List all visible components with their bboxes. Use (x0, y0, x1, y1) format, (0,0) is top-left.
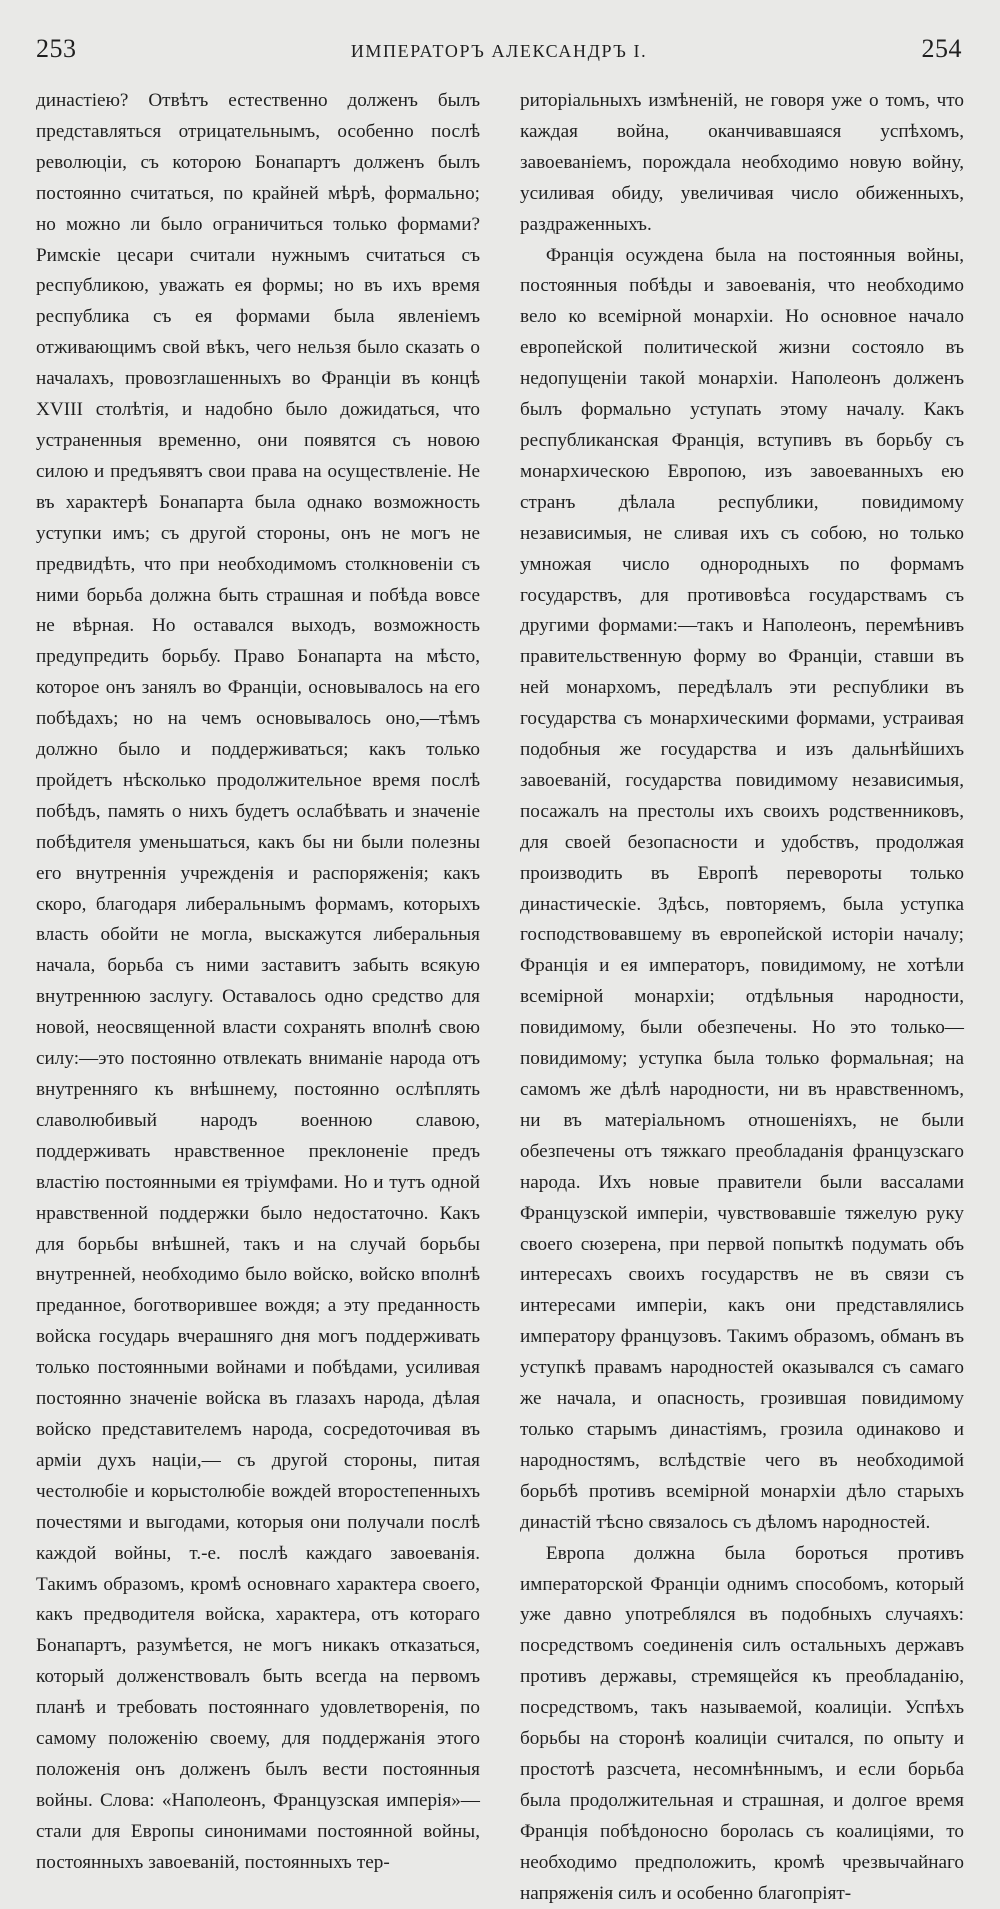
right-column-paragraph-2: Франція осуждена была на постоянныя войны, постоянныя побѣды и завоеванія, что необходимо вело ко всемірной монархіи. Но основное начало европейской политической жизни состояло въ недопущеніи такой монархіи. Наполеонъ долженъ былъ формально уступать этому началу. Какъ республиканская Франція, вступивъ въ борьбу съ монархическою Европою, изъ завоеванныхъ ею странъ дѣлала республики, повидимому независимыя, не сливая ихъ съ собою, но только умножая число однородныхъ по формамъ государствъ, для противовѣса государствамъ съ другими формами:—такъ и Наполеонъ, перемѣнивъ правительственную форму во Франціи, ставши въ ней монархомъ, передѣлалъ эти республики въ государства съ монархическими формами, устраивая подобныя же государства и изъ дальнѣйшихъ завоеваній, государства повидимому независимыя, посажалъ на престолы ихъ своихъ родственниковъ, для своей безопасности и удобствъ, продолжая производить въ Европѣ перевороты только династическіе. Здѣсь, повторяемъ, была уступка господствовавшему въ европейской исторіи началу; Франція и ея императоръ, повидимому, не хотѣли всемірной монархіи; отдѣльныя народности, повидимому, были обезпечены. Но это только—повидимому; уступка была только формальная; на самомъ же дѣлѣ народности, ни въ нравственномъ, ни въ матеріальномъ отношеніяхъ, не были обезпечены отъ тяжкаго преобладанія французскаго народа. Ихъ новые правители были вассалами Французской имперіи, чувствовавшіе тяжелую руку своего сюзерена, при первой попыткѣ подумать объ интересахъ своихъ государствъ не въ связи съ интересами имперіи, какъ они представлялись императору французовъ. Такимъ образомъ, обманъ въ уступкѣ правамъ народностей оказывался съ самаго же начала, и опасность, грозившая повидимому только старымъ династіямъ, грозила одинаково и народностямъ, вслѣдствіе чего въ необходимой борьбѣ противъ всемірной монархіи дѣло старыхъ династій тѣсно связалось съ дѣломъ народностей. (520, 244, 964, 1533)
left-column (36, 86, 480, 1909)
page-number-right: 254 (921, 34, 962, 63)
left-column-paragraph-1: династіею? Отвѣтъ естественно долженъ былъ представляться отрицательнымъ, особенно послѣ революціи, съ которою Бонапартъ долженъ былъ постоянно считаться, по крайней мѣрѣ, формально; но можно ли было ограничиться только формами? Римскіе цесари считали нужнымъ считаться съ республикою, уважать ея формы; но въ ихъ время республика съ ея формами была явленіемъ отживающимъ свой вѣкъ, чего нельзя было сказать о началахъ, провозглашенныхъ во Франціи въ концѣ XVIII столѣтія, и надобно было дожидаться, что устраненныя временно, они появятся съ новою силою и предъявятъ свои права на осуществленіе. Не въ характерѣ Бонапарта была однако возможность уступки имъ; съ другой стороны, онъ не могъ не предвидѣть, что при необходимомъ столкновеніи съ ними борьба должна быть страшная и побѣда вовсе не вѣрная. Но оставался выходъ, возможность предупредить борьбу. Право Бонапарта на мѣсто, которое онъ занялъ во Франціи, основывалось на его побѣдахъ; но на чемъ основывалось оно,—тѣмъ должно было и поддерживаться; какъ только пройдетъ нѣсколько продолжительное время послѣ побѣдъ, память о нихъ будетъ ослабѣвать и значеніе побѣдителя уменьшаться, какъ бы ни были полезны его внутреннія учрежденія и распоряженія; какъ скоро, благодаря либеральнымъ формамъ, которыхъ власть обойти не могла, выскажутся либеральныя начала, борьба съ ними заставитъ забыть всякую внутреннюю заслугу. Оставалось одно средство для новой, неосвященной власти сохранять вполнѣ свою силу:—это постоянно отвлекать вниманіе народа отъ внутренняго къ внѣшнему, постоянно ослѣплять славолюбивый народъ военною славою, поддерживать нравственное преклоненіе предъ властію постоянными ея тріумфами. Но и тутъ одной нравственной поддержки было недостаточно. Какъ для борьбы внѣшней, такъ и на случай борьбы внутренней, необходимо было войско, войско вполнѣ преданное, боготворившее вождя; а эту преданность войска государь вчерашняго дня могъ поддерживать только постоянными войнами и побѣдами, усиливая постоянно значеніе войска въ глазахъ народа, дѣлая войско представителемъ народа, сосредоточивая въ арміи духъ націи,— съ другой стороны, питая честолюбіе и корыстолюбіе вождей второстепенныхъ почестями и выгодами, которыя они получали послѣ каждой войны, т.-е. послѣ каждаго завоеванія. Такимъ образомъ, кромѣ основнаго характера своего, какъ предводителя войска, характера, отъ котораго Бонапартъ, разумѣется, не могъ никакъ отказаться, который долженствовалъ быть всегда на первомъ планѣ и требовать постояннаго удовлетворенія, по самому положенію своему, для поддержанія этого положенія онъ долженъ былъ вести постоянныя войны. Слова: «Наполеонъ, Французская имперія»—стали для Европы синонимами постоянной войны, постоянныхъ завоеваній, постоянныхъ тер- (36, 90, 480, 1873)
right-column (520, 86, 964, 1909)
right-column-paragraph-1: риторіальныхъ измѣненій, не говоря уже о томъ, что каждая война, оканчивавшаяся успѣхомъ, завоеваніемъ, порождала необходимо новую войну, усиливая обиду, увеличивая число обиженныхъ, раздраженныхъ. (520, 90, 964, 235)
right-column-paragraph-3: Европа должна была бороться противъ императорской Франціи однимъ способомъ, который уже давно употреблялся въ подобныхъ случаяхъ: посредствомъ соединенія силъ остальныхъ державъ противъ державы, стремящейся къ преобладанію, посредствомъ, такъ называемой, коалиціи. Успѣхъ борьбы на сторонѣ коалиціи считался, по опыту и простотѣ разсчета, несомнѣннымъ, и если борьба была продолжительная и страшная, и долгое время Франція побѣдоносно боролась съ коалиціями, то необходимо предположить, кромѣ чрезвычайнаго напряженія силъ и особенно благопріят- (520, 1542, 964, 1904)
page-number-left: 253 (36, 34, 77, 63)
running-head (36, 34, 962, 70)
text-columns (36, 86, 964, 1904)
running-title: ИМПЕРАТОРЪ АЛЕКСАНДРЪ I. (350, 41, 648, 61)
